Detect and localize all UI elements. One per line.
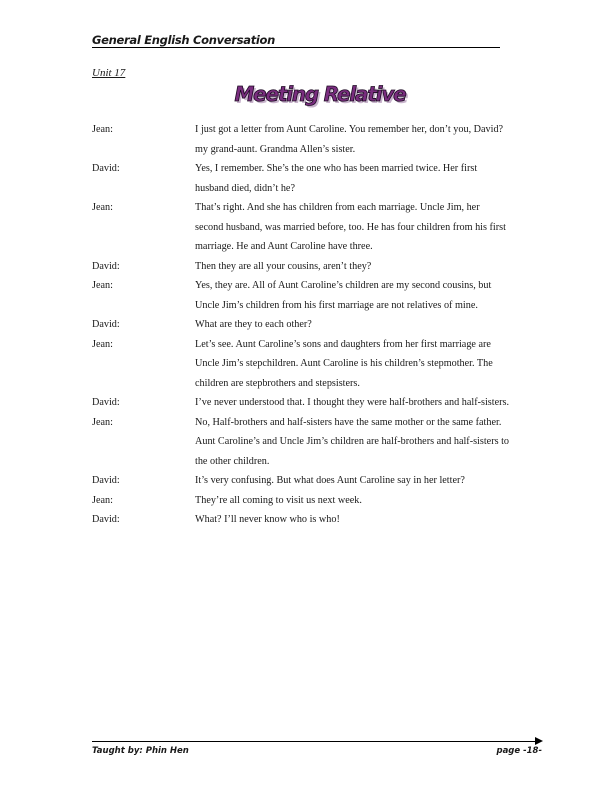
speaker-name: David: <box>92 260 120 272</box>
speech-text: Let’s see. Aunt Caroline’s sons and daughters from her first marriage are <box>195 338 491 350</box>
speaker-name: Jean: <box>92 494 113 506</box>
speaker-name <box>92 452 195 472</box>
speech-text: I just got a letter from Aunt Caroline. You remember her, don’t you, David? <box>195 124 504 135</box>
speech-text: What? I’ll never know who is who! <box>195 514 340 525</box>
speaker-name <box>92 179 195 199</box>
speaker-name: Jean: <box>92 338 113 350</box>
speech-text: They’re all coming to visit us next week. <box>195 494 362 506</box>
dialogue-line <box>92 393 552 413</box>
speech-text: Yes, I remember. She’s the one who has been married twice. Her first <box>195 163 478 174</box>
speech-text: the other children. <box>195 455 270 467</box>
course-title: General English Conversation <box>92 33 500 48</box>
dialogue-line <box>92 491 552 511</box>
speech-text: marriage. He and Aunt Caroline have three. <box>195 241 373 252</box>
arrow-right-icon <box>535 737 543 745</box>
speech-text: husband died, didn’t he? <box>195 182 295 194</box>
speaker-name <box>92 140 195 160</box>
speaker-name: David: <box>92 397 120 408</box>
dialogue-line <box>92 452 552 472</box>
speech-text: That’s right. And she has children from each marriage. Uncle Jim, her <box>195 202 480 213</box>
dialogue-line <box>92 432 552 452</box>
dialogue-line <box>92 413 552 433</box>
speech-text: second husband, was married before, too. He has four children from his first <box>195 221 506 233</box>
speaker-name: David: <box>92 163 120 174</box>
dialogue-line <box>92 159 552 179</box>
dialogue-line <box>92 179 552 199</box>
speech-text: Yes, they are. All of Aunt Caroline’s children are my second cousins, but <box>195 280 492 291</box>
dialogue-line <box>92 257 552 277</box>
dialogue-line <box>92 218 552 238</box>
lesson-title: Meeting Relative <box>234 82 406 106</box>
speech-text: Uncle Jim’s stepchildren. Aunt Caroline is his children’s stepmother. The <box>195 358 493 369</box>
speaker-name: Jean: <box>92 416 113 428</box>
dialogue-line <box>92 198 552 218</box>
speaker-name: David: <box>92 475 120 486</box>
dialogue-line <box>92 354 552 374</box>
speech-text: What are they to each other? <box>195 319 312 330</box>
speaker-name: Jean: <box>92 202 113 213</box>
speaker-name: David: <box>92 319 120 330</box>
speaker-name <box>92 374 195 394</box>
dialogue-line <box>92 510 552 530</box>
unit-label: Unit 17 <box>92 67 126 79</box>
footer-author: Taught by: Phin Hen <box>92 746 189 756</box>
dialogue-line <box>92 276 552 296</box>
dialogue-line <box>92 335 552 355</box>
footer-rule <box>92 741 538 742</box>
speech-text: It’s very confusing. But what does Aunt Caroline say in her letter? <box>195 475 465 486</box>
speech-text: Uncle Jim’s children from his first marriage are not relatives of mine. <box>195 299 478 311</box>
speech-text: I’ve never understood that. I thought they were half-brothers and half-sisters. <box>195 397 510 408</box>
dialogue <box>92 120 552 530</box>
speech-text: Aunt Caroline’s and Uncle Jim’s children are half-brothers and half-sisters to <box>195 436 510 447</box>
speech-text: Then they are all your cousins, aren’t they? <box>195 260 372 272</box>
dialogue-line <box>92 237 552 257</box>
speaker-name <box>92 432 195 452</box>
dialogue-line <box>92 296 552 316</box>
speaker-name <box>92 354 195 374</box>
dialogue-line <box>92 374 552 394</box>
speaker-name: Jean: <box>92 280 113 291</box>
speech-text: children are stepbrothers and stepsisters. <box>195 377 360 389</box>
dialogue-line <box>92 315 552 335</box>
dialogue-line <box>92 471 552 491</box>
speaker-name <box>92 218 195 238</box>
speech-text: No, Half-brothers and half-sisters have the same mother or the same father. <box>195 416 502 428</box>
dialogue-line <box>92 120 552 140</box>
page-number: page -18- <box>496 746 542 756</box>
speech-text: my grand-aunt. Grandma Allen’s sister. <box>195 143 356 155</box>
speaker-name: Jean: <box>92 124 113 135</box>
speaker-name <box>92 237 195 257</box>
speaker-name <box>92 296 195 316</box>
speaker-name: David: <box>92 514 120 525</box>
dialogue-line <box>92 140 552 160</box>
